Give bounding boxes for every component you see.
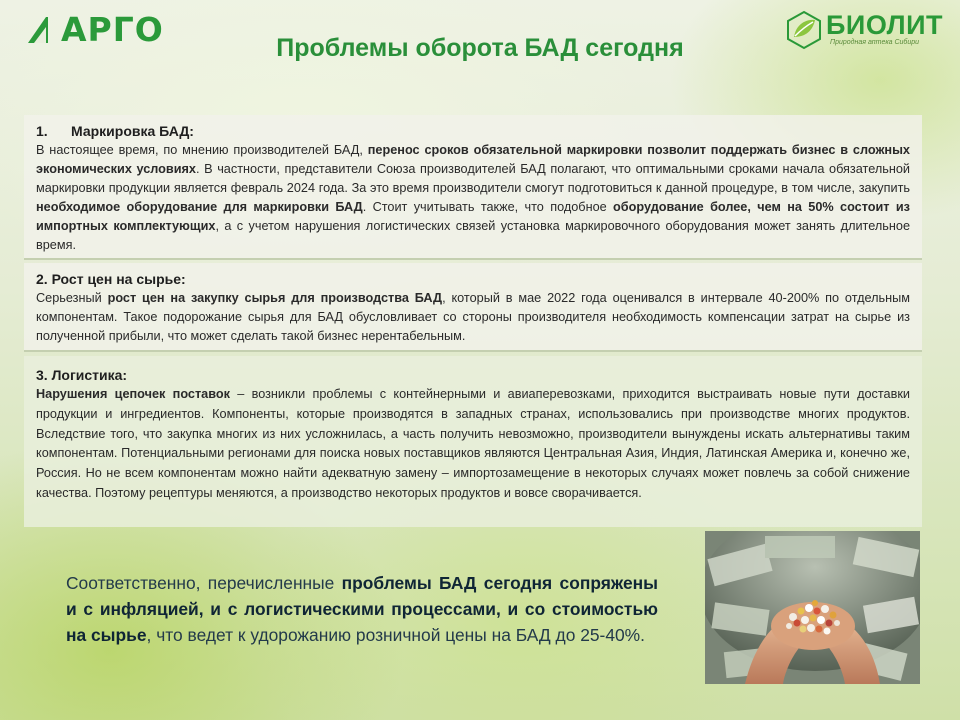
bold-run: перенос сроков обязательной маркировки позволит поддержать бизнес в сложных экономических условиях — [36, 143, 910, 177]
text-run: , который в мае 2022 года оценивался в интервале 40-200% по отдельным компонентам. Такое подорожание сырья для БАД обусловливает со стороны производителя необходимость компенсации затрат на сырье из полученной прибыли, что может сделать такой бизнес нерентабельным. — [36, 291, 910, 344]
bold-run: рост цен на закупку сырья для производства БАД — [107, 291, 443, 305]
bold-run: необходимое оборудование для маркировки БАД — [36, 200, 363, 215]
bold-run: Нарушения цепочек поставок — [36, 387, 230, 401]
conclusion-text — [66, 570, 658, 648]
section-heading: 2. Рост цен на сырье: — [36, 271, 186, 287]
bold-run: проблемы БАД сегодня сопряжены и с инфляцией, и с логистическими процессами, и со стоимостью на сырье — [66, 573, 658, 645]
text-run: , что ведет к удорожанию розничной цены на БАД до 25-40%. — [146, 625, 645, 645]
section-text — [36, 141, 910, 256]
text-run: . Стоит учитывать также, что подобное — [362, 200, 614, 215]
page-title: Проблемы оборота БАД сегодня — [276, 34, 684, 62]
biolit-logo-text: БИОЛИТ — [826, 10, 943, 40]
hands-with-pills-and-money-photo — [705, 531, 920, 684]
section-title: Маркировка БАД: — [71, 123, 194, 139]
text-run: В настоящее время, по мнению производителей БАД, — [36, 143, 368, 157]
text-run: Серьезный — [36, 291, 108, 305]
bold-run: оборудование более, чем на 50% состоит из импортных комплектующих — [36, 200, 910, 234]
divider — [24, 258, 922, 260]
section-marking — [24, 115, 922, 260]
divider — [24, 350, 922, 352]
text-run: Соответственно, перечисленные — [66, 573, 342, 593]
photo-illustration — [705, 531, 920, 684]
section-text — [36, 385, 910, 504]
text-run: . В частности, представители Союза производителей БАД полагают, что оптимальными сроками начала обязательной маркировки продукции является февраль 2024 года. За это время производители смогут подготовиться к данной процедуре, в том числе, закупить — [36, 162, 910, 196]
section-text — [36, 289, 910, 346]
biolit-tagline: Природная аптека Сибири — [830, 39, 920, 46]
section-raw-material-prices — [24, 263, 922, 352]
argo-logo-text: АРГО — [61, 10, 164, 49]
section-number: 1. — [36, 123, 48, 139]
text-run: , а с учетом нарушения логистических связей установка маркировочного оборудования может занять длительное время. — [36, 219, 910, 253]
text-run: – возникли проблемы с контейнерными и авиаперевозками, приходится выстраивать новые пути доставки продукции и ингредиентов. Компоненты, которые производятся в западных странах, использовались при производстве многих продуктов. Вследствие того, что закупка многих из них усложнилась, а часть получить невозможно, производители вынуждены искать альтернативы таким компонентам. Потенциальными регионами для поиска новых поставщиков являются Центральная Азия, Индия, Латинская Америка и, конечно же, Россия. Но не всем компонентам можно найти адекватную замену – импортозамещение в некоторых случаях может повлечь за собой снижение качества. Поэтому рецептуры меняются, а производство некоторых продуктов и вовсе сворачивается. — [36, 387, 910, 500]
section-heading: 3. Логистика: — [36, 367, 128, 383]
section-logistics — [24, 356, 922, 527]
section-heading — [36, 121, 910, 141]
